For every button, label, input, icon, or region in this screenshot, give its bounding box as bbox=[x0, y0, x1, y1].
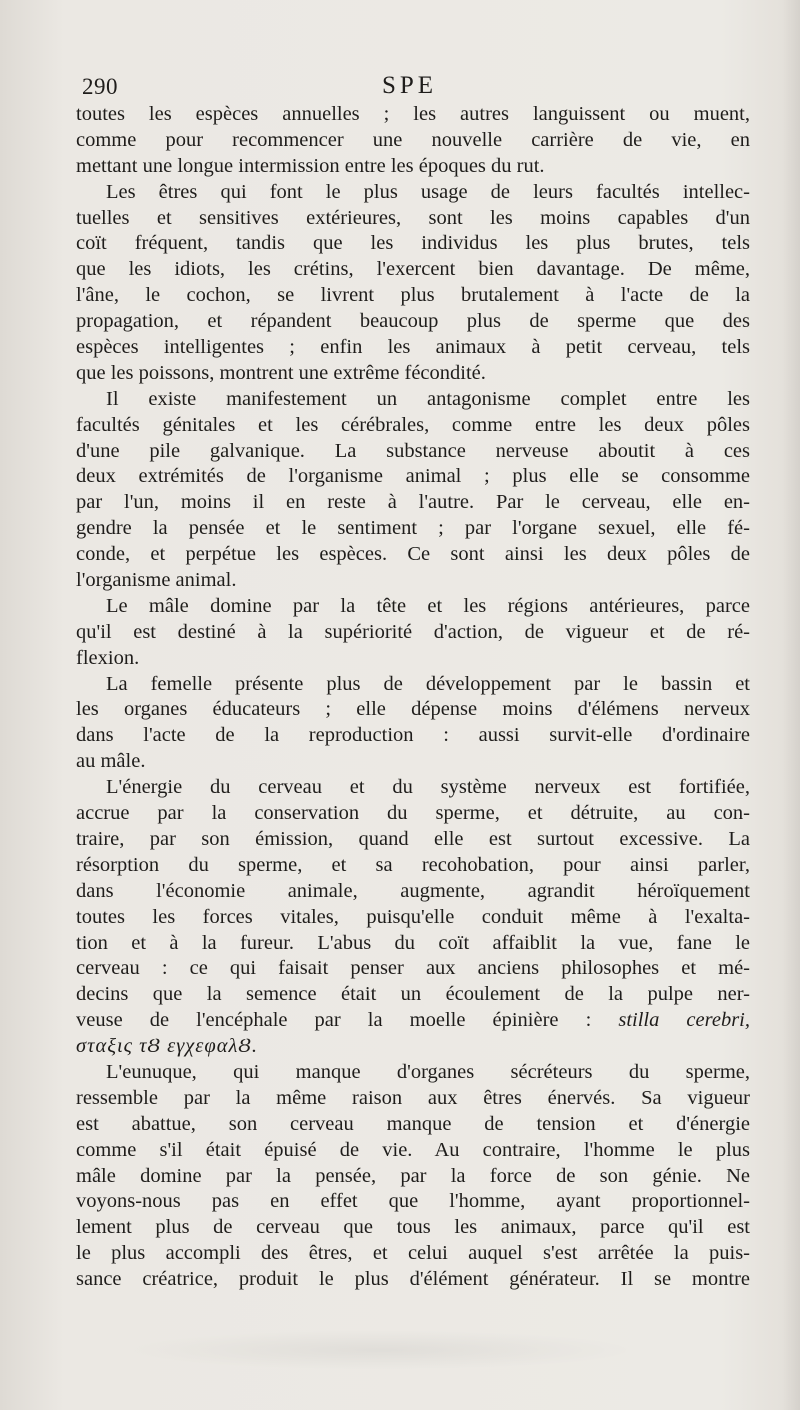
text-line: coït fréquent, tandis que les individus les plus brutes, tels bbox=[76, 232, 750, 255]
paragraph-start: Il existe manifestement un antagonisme complet entre les bbox=[106, 387, 750, 410]
text-line: le plus accompli des êtres, et celui auquel s'est arrêtée la puis- bbox=[76, 1242, 750, 1265]
paragraph-start: Les êtres qui font le plus usage de leurs facultés intellec- bbox=[106, 180, 750, 203]
text-line: qu'il est destiné à la supériorité d'action, de vigueur et de ré- bbox=[76, 620, 750, 643]
text-line: que les poissons, montrent une extrême fécondité. bbox=[76, 361, 486, 384]
text-line: deux extrémités de l'organisme animal ; plus elle se consomme bbox=[76, 465, 750, 488]
paragraph-start: Le mâle domine par la tête et les régions antérieures, parce bbox=[106, 594, 750, 617]
text-line: dans l'économie animale, augmente, agrandit héroïquement bbox=[76, 879, 750, 902]
text-line: decins que la semence était un écoulement de la pulpe ner- bbox=[76, 983, 750, 1006]
greek-phrase: σταξις τȢ εγχεφαλȢ. bbox=[76, 1035, 259, 1058]
page-number: 290 bbox=[82, 74, 118, 99]
text-line: traire, par son émission, quand elle est surtout excessive. La bbox=[76, 827, 750, 850]
text-line: que les idiots, les crétins, l'exercent bien davantage. De même, bbox=[76, 258, 750, 281]
text-line: est abattue, son cerveau manque de tension et d'énergie bbox=[76, 1112, 750, 1135]
text-line: tion et à la fureur. L'abus du coït affaiblit la vue, fane le bbox=[76, 931, 750, 954]
text-line: mettant une longue intermission entre les époques du rut. bbox=[76, 154, 545, 177]
text-line: tuelles et sensitives extérieures, sont les moins capables d'un bbox=[76, 206, 750, 229]
text-line: gendre la pensée et le sentiment ; par l'organe sexuel, elle fé- bbox=[76, 517, 750, 540]
text-line: les organes éducateurs ; elle dépense moins d'élémens nerveux bbox=[76, 698, 750, 721]
text-line: conde, et perpétue les espèces. Ce sont ainsi les deux pôles de bbox=[76, 543, 750, 566]
running-title: SPE bbox=[382, 72, 438, 99]
italic-latin-phrase: stilla cerebri, bbox=[618, 1009, 750, 1032]
text-line: propagation, et répandent beaucoup plus de sperme que des bbox=[76, 310, 750, 333]
text-line: comme s'il était épuisé de vie. Au contraire, l'homme le plus bbox=[76, 1138, 750, 1161]
text-line: voyons-nous pas en effet que l'homme, ayant proportionnel- bbox=[76, 1190, 750, 1213]
text-line: l'âne, le cochon, se livrent plus brutalement à l'acte de la bbox=[76, 284, 750, 307]
paragraph-start: L'eunuque, qui manque d'organes sécréteurs du sperme, bbox=[106, 1060, 750, 1083]
text-line: au mâle. bbox=[76, 750, 146, 773]
text-line: accrue par la conservation du sperme, et détruite, au con- bbox=[76, 802, 750, 825]
paragraph-start: La femelle présente plus de développement par le bassin et bbox=[106, 672, 750, 695]
text-line: ressemble par la même raison aux êtres énervés. Sa vigueur bbox=[76, 1086, 750, 1109]
paragraph-start: L'énergie du cerveau et du système nerveux est fortifiée, bbox=[106, 776, 750, 799]
text-line: sance créatrice, produit le plus d'élément générateur. Il se montre bbox=[76, 1268, 750, 1291]
text-line: toutes les forces vitales, puisqu'elle conduit même à l'exalta- bbox=[76, 905, 750, 928]
text-line: dans l'acte de la reproduction : aussi survit-elle d'ordinaire bbox=[76, 724, 750, 747]
text-line: lement plus de cerveau que tous les animaux, parce qu'il est bbox=[76, 1216, 750, 1239]
text-line-with-italic bbox=[76, 1008, 750, 1034]
paper-bleed-through bbox=[120, 1330, 640, 1370]
text-line: espèces intelligentes ; enfin les animaux à petit cerveau, tels bbox=[76, 336, 750, 359]
text-line: par l'un, moins il en reste à l'autre. Par le cerveau, elle en- bbox=[76, 491, 750, 514]
text-line: l'organisme animal. bbox=[76, 569, 237, 592]
page-header bbox=[82, 72, 752, 106]
text-line: d'une pile galvanique. La substance nerveuse aboutit à ces bbox=[76, 439, 750, 462]
text-line: cerveau : ce qui faisait penser aux anciens philosophes et mé- bbox=[76, 957, 750, 980]
line-text: veuse de l'encéphale par la moelle épinière : bbox=[76, 1009, 592, 1032]
text-line: flexion. bbox=[76, 646, 140, 669]
text-line: toutes les espèces annuelles ; les autres languissent ou muent, bbox=[76, 103, 750, 125]
text-line: facultés génitales et les cérébrales, comme entre les deux pôles bbox=[76, 413, 750, 436]
body-text bbox=[76, 102, 750, 1293]
page-edge-shadow bbox=[782, 0, 800, 1410]
text-line: résorption du sperme, et sa recohobation, pour ainsi parler, bbox=[76, 853, 750, 876]
text-line: mâle domine par la pensée, par la force de son génie. Ne bbox=[76, 1164, 750, 1187]
text-line: comme pour recommencer une nouvelle carrière de vie, en bbox=[76, 128, 750, 151]
